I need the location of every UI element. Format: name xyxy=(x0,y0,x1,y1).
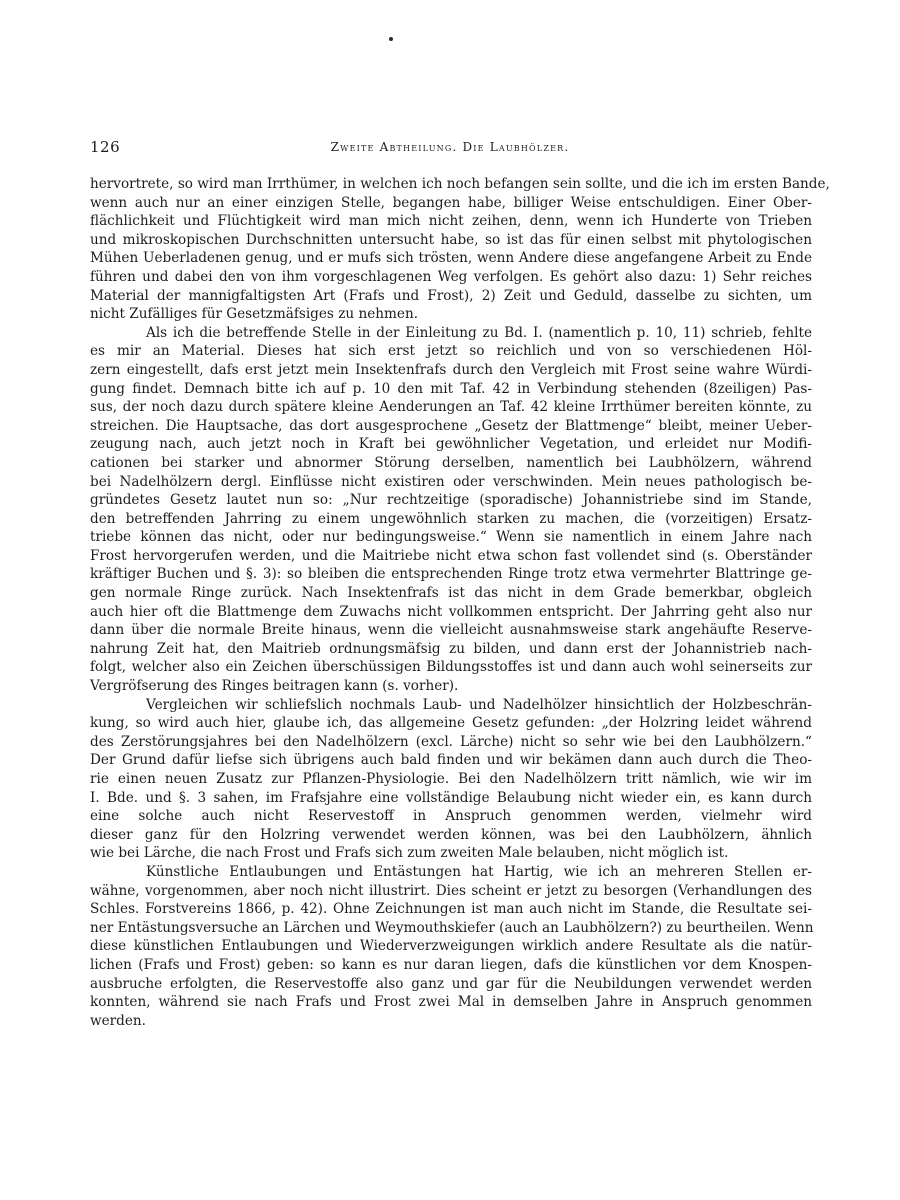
text-line: Der Grund dafür liefse sich übrigens auch bald finden und wir bekämen dann auch durch die Theo- xyxy=(90,752,812,769)
text-line: auch hier oft die Blattmenge dem Zuwachs nicht vollkommen entspricht. Der Jahrring geht also nur xyxy=(90,603,812,620)
text-line: dann über die normale Breite hinaus, wenn die vielleicht ausnahmsweise stark angehäufte Reserve- xyxy=(90,622,812,639)
text-line: wie bei Lärche, die nach Frost und Frafs sich zum zweiten Male belauben, nicht möglich ist. xyxy=(90,845,729,862)
text-line: Vergröfserung des Ringes beitragen kann (s. vorher). xyxy=(90,678,459,695)
text-line: streichen. Die Hauptsache, das dort ausgesprochene „Gesetz der Blattmenge“ bleibt, meiner Ueber- xyxy=(90,417,812,434)
text-line: hervortrete, so wird man Irrthümer, in welchen ich noch befangen sein sollte, und die ich im ersten Bande, xyxy=(90,176,830,192)
text-line: Künstliche Entlaubungen und Entästungen hat Hartig, wie ich an mehreren Stellen er- xyxy=(146,863,812,880)
text-line: eine solche auch nicht Reservestoff in Anspruch genommen werden, vielmehr wird xyxy=(90,808,812,825)
text-line: es mir an Material. Dieses hat sich erst jetzt so reichlich und von so verschiedenen Höl- xyxy=(90,343,812,360)
text-line: dieser ganz für den Holzring verwendet werden können, was bei den Laubhölzern, ähnlich xyxy=(90,826,812,843)
text-line: sus, der noch dazu durch spätere kleine Aenderungen an Taf. 42 kleine Irrthümer bereiten könnte, zu xyxy=(90,399,812,416)
text-line: triebe können das nicht, oder nur bedingungsweise.“ Wenn sie namentlich in einem Jahre nach xyxy=(90,529,812,546)
text-line: diese künstlichen Entlaubungen und Wiederverzweigungen wirklich andere Resultate als die natür- xyxy=(90,938,812,955)
body-text xyxy=(90,175,830,1030)
text-line: und mikroskopischen Durchschnitten untersucht habe, so ist das für einen selbst mit phytologischen xyxy=(90,231,812,248)
text-line: des Zerstörungsjahres bei den Nadelhölzern (excl. Lärche) nicht so sehr wie bei den Laubhölzern.“ xyxy=(90,733,812,750)
page-header xyxy=(90,138,810,158)
text-line: gung findet. Demnach bitte ich auf p. 10 den mit Taf. 42 in Verbindung stehenden (8zeiligen) Pas- xyxy=(90,380,812,397)
page-number: 126 xyxy=(90,138,121,156)
text-line: zeugung nach, auch jetzt noch in Kraft bei gewöhnlicher Vegetation, und erleidet nur Modifi- xyxy=(90,436,812,453)
text-line: nicht Zufälliges für Gesetzmäfsiges zu nehmen. xyxy=(90,306,419,323)
text-line: cationen bei starker und abnormer Störung derselben, namentlich bei Laubhölzern, während xyxy=(90,454,812,471)
text-line: folgt, welcher also ein Zeichen überschüssigen Bildungsstoffes ist und dann auch wohl seinerseits zur xyxy=(90,659,812,676)
text-line: Frost hervorgerufen werden, und die Maitriebe nicht etwa schon fast vollendet sind (s. Oberständer xyxy=(90,547,812,564)
running-head: Zweite Abtheilung. Die Laubhölzer. xyxy=(330,140,570,154)
text-line: bei Nadelhölzern dergl. Einflüsse nicht existiren oder verschwinden. Mein neues pathologisch be- xyxy=(90,473,812,490)
text-line: ausbruche erfolgten, die Reservestoffe also ganz und gar für die Neubildungen verwendet werden xyxy=(90,975,812,992)
text-line: nahrung Zeit hat, den Maitrieb ordnungsmäfsig zu bilden, und dann erst der Johannistrieb nach- xyxy=(90,640,812,657)
text-line: Schles. Forstvereins 1866, p. 42). Ohne Zeichnungen ist man auch nicht im Stande, die Resultate sei- xyxy=(90,901,812,918)
text-line: rie einen neuen Zusatz zur Pflanzen-Physiologie. Bei den Nadelhölzern tritt nämlich, wie wir im xyxy=(90,771,812,787)
text-line: Material der mannigfaltigsten Art (Frafs und Frost), 2) Zeit und Geduld, dasselbe zu sichten, um xyxy=(90,287,812,304)
text-line: werden. xyxy=(90,1012,147,1029)
text-line: zern eingestellt, dafs erst jetzt mein Insektenfrafs durch den Vergleich mit Frost seine wahre Würdi- xyxy=(90,361,812,378)
text-line: gründetes Gesetz lautet nun so: „Nur rechtzeitige (sporadische) Johannistriebe sind im Stande, xyxy=(90,492,812,509)
text-line: konnten, während sie nach Frafs und Frost zwei Mal in demselben Jahre in Anspruch genommen xyxy=(90,994,812,1011)
text-line: den betreffenden Jahrring zu einem ungewöhnlich starken zu machen, die (vorzeitigen) Ersatz- xyxy=(90,510,812,527)
text-line: Als ich die betreffende Stelle in der Einleitung zu Bd. I. (namentlich p. 10, 11) schrieb, fehlte xyxy=(146,324,812,341)
text-line: führen und dabei den von ihm vorgeschlagenen Weg verfolgen. Es gehört also dazu: 1) Sehr reiches xyxy=(90,268,812,285)
text-line: kräftiger Buchen und §. 3): so bleiben die entsprechenden Ringe trotz etwa vermehrter Blattringe ge- xyxy=(90,566,812,583)
text-line: I. Bde. und §. 3 sahen, im Frafsjahre eine vollständige Belaubung nicht wieder ein, es kann durch xyxy=(90,789,812,806)
text-line: Mühen Ueberladenen genug, und er mufs sich trösten, wenn Andere diese angefangene Arbeit zu Ende xyxy=(90,250,812,267)
text-line: kung, so wird auch hier, glaube ich, das allgemeine Gesetz gefunden: „der Holzring leidet während xyxy=(90,715,812,732)
text-line: lichen (Frafs und Frost) geben: so kann es nur daran liegen, dafs die künstlichen vor dem Knospen- xyxy=(90,956,812,973)
text-line: gen normale Ringe zurück. Nach Insektenfrafs ist das nicht in dem Grade bemerkbar, obgleich xyxy=(90,585,812,602)
text-line: flächlichkeit und Flüchtigkeit wird man mich nicht zeihen, denn, wenn ich Hunderte von Trieben xyxy=(90,213,812,230)
text-line: ner Entästungsversuche an Lärchen und Weymouthskiefer (auch an Laubhölzern?) zu beurtheilen. Wenn xyxy=(90,919,814,936)
text-line: wähne, vorgenommen, aber noch nicht illustrirt. Dies scheint er jetzt zu besorgen (Verhandlungen des xyxy=(90,882,812,899)
text-line: Vergleichen wir schliefslich nochmals Laub- und Nadelhölzer hinsichtlich der Holzbeschrän- xyxy=(146,696,812,713)
text-line: wenn auch nur an einer einzigen Stelle, begangen habe, billiger Weise entschuldigen. Einer Ober- xyxy=(90,194,812,211)
ink-speck xyxy=(389,37,393,41)
